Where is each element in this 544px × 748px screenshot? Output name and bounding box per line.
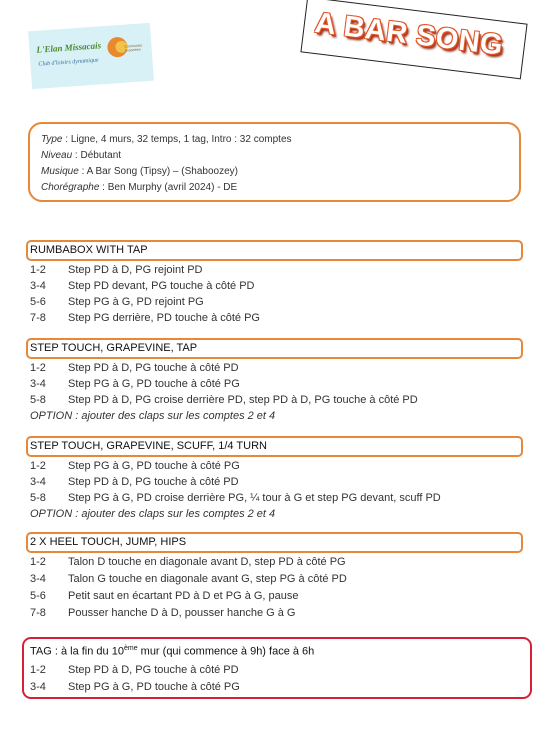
info-type-value: : Ligne, 4 murs, 32 temps, 1 tag, Intro : 32 comptes bbox=[62, 134, 292, 145]
step-text: Talon G touche en diagonale avant G, step PG à côté PD bbox=[68, 573, 347, 585]
section-title: STEP TOUCH, GRAPEVINE, SCUFF, 1/4 TURN bbox=[26, 436, 523, 457]
step-row bbox=[30, 554, 346, 570]
logo-subtitle: Club d'loisirs dynamique bbox=[38, 57, 99, 68]
step-text: Step PG à G, PD touche à côté PG bbox=[68, 460, 240, 472]
info-type-label: Type bbox=[41, 134, 63, 145]
info-music-value: : A Bar Song (Tipsy) – (Shaboozey) bbox=[78, 166, 238, 177]
info-choreo-label: Chorégraphe bbox=[41, 182, 100, 193]
step-counts: 5-8 bbox=[30, 394, 46, 406]
title-box bbox=[300, 0, 527, 79]
step-row bbox=[30, 360, 239, 376]
step-text: Step PG à G, PD rejoint PG bbox=[68, 296, 204, 308]
info-box bbox=[28, 122, 521, 202]
step-row bbox=[30, 662, 239, 678]
step-counts: 1-2 bbox=[30, 264, 46, 276]
step-row bbox=[30, 605, 295, 621]
step-counts: 3-4 bbox=[30, 378, 46, 390]
club-logo bbox=[28, 23, 154, 89]
step-counts: 1-2 bbox=[30, 460, 46, 472]
step-text: Petit saut en écartant PD à D et PG à G, pause bbox=[68, 590, 299, 602]
info-choreo-value: : Ben Murphy (avril 2024) - DE bbox=[99, 182, 238, 193]
step-text: Step PG à G, PD touche à côté PG bbox=[68, 681, 240, 693]
step-counts: 3-4 bbox=[30, 681, 46, 693]
step-counts: 7-8 bbox=[30, 312, 46, 324]
step-counts: 1-2 bbox=[30, 556, 46, 568]
option-note: OPTION : ajouter des claps sur les comptes 2 et 4 bbox=[30, 508, 276, 520]
section-title: 2 X HEEL TOUCH, JUMP, HIPS bbox=[26, 532, 523, 553]
step-row bbox=[30, 392, 418, 408]
step-counts: 5-6 bbox=[30, 296, 46, 308]
section-title: RUMBABOX WITH TAP bbox=[26, 240, 523, 261]
step-text: Step PD à D, PG touche à côté PD bbox=[68, 476, 239, 488]
tag-title-start: TAG : à la fin du 10 bbox=[30, 645, 124, 658]
step-row bbox=[30, 262, 203, 278]
info-level bbox=[41, 150, 121, 161]
step-counts: 5-6 bbox=[30, 590, 46, 602]
step-text: Talon D touche en diagonale avant D, step PD à côté PG bbox=[68, 556, 346, 568]
step-counts: 3-4 bbox=[30, 476, 46, 488]
option-note: OPTION : ajouter des claps sur les comptes 2 et 4 bbox=[30, 410, 276, 422]
step-counts: 7-8 bbox=[30, 607, 46, 619]
step-counts: 3-4 bbox=[30, 280, 46, 292]
tag-title-sup: ème bbox=[123, 645, 138, 652]
step-text: Step PG à G, PD touche à côté PG bbox=[68, 378, 240, 390]
step-text: Step PD à D, PG touche à côté PD bbox=[68, 362, 239, 374]
info-music bbox=[41, 166, 238, 177]
step-row bbox=[30, 679, 240, 695]
step-row bbox=[30, 490, 441, 506]
info-type bbox=[41, 134, 292, 145]
step-text: Step PD à D, PG touche à côté PD bbox=[68, 664, 239, 676]
step-row bbox=[30, 458, 240, 474]
step-text: Step PD à D, PG croise derrière PD, step PD à D, PG touche à côté PD bbox=[68, 394, 418, 406]
step-text: Pousser hanche D à D, pousser hanche G à G bbox=[68, 607, 296, 619]
step-row bbox=[30, 310, 260, 326]
step-row bbox=[30, 571, 347, 587]
step-text: Step PG à G, PD croise derrière PG, ¼ tour à G et step PG devant, scuff PD bbox=[68, 492, 441, 504]
step-counts: 5-8 bbox=[30, 492, 46, 504]
step-row bbox=[30, 294, 204, 310]
step-row bbox=[30, 588, 299, 604]
tag-title-end: mur (qui commence à 9h) face à 6h bbox=[137, 645, 315, 658]
page-title: A BAR SONG bbox=[313, 6, 505, 62]
info-level-label: Niveau bbox=[41, 150, 73, 161]
step-text: Step PD devant, PG touche à côté PD bbox=[68, 280, 255, 292]
info-level-value: : Débutant bbox=[72, 150, 122, 161]
step-row bbox=[30, 278, 255, 294]
step-row bbox=[30, 376, 240, 392]
info-choreographer bbox=[41, 182, 237, 193]
section-title: STEP TOUCH, GRAPEVINE, TAP bbox=[26, 338, 523, 359]
logo-mark-text: Communes Associees bbox=[124, 43, 143, 53]
logo-name: L'Elan Missacais bbox=[36, 40, 102, 55]
step-counts: 3-4 bbox=[30, 573, 46, 585]
step-counts: 1-2 bbox=[30, 664, 46, 676]
step-counts: 1-2 bbox=[30, 362, 46, 374]
step-text: Step PG derrière, PD touche à côté PG bbox=[68, 312, 260, 324]
info-music-label: Musique bbox=[41, 166, 79, 177]
step-row bbox=[30, 474, 239, 490]
step-text: Step PD à D, PG rejoint PD bbox=[68, 264, 203, 276]
tag-title bbox=[30, 645, 314, 658]
